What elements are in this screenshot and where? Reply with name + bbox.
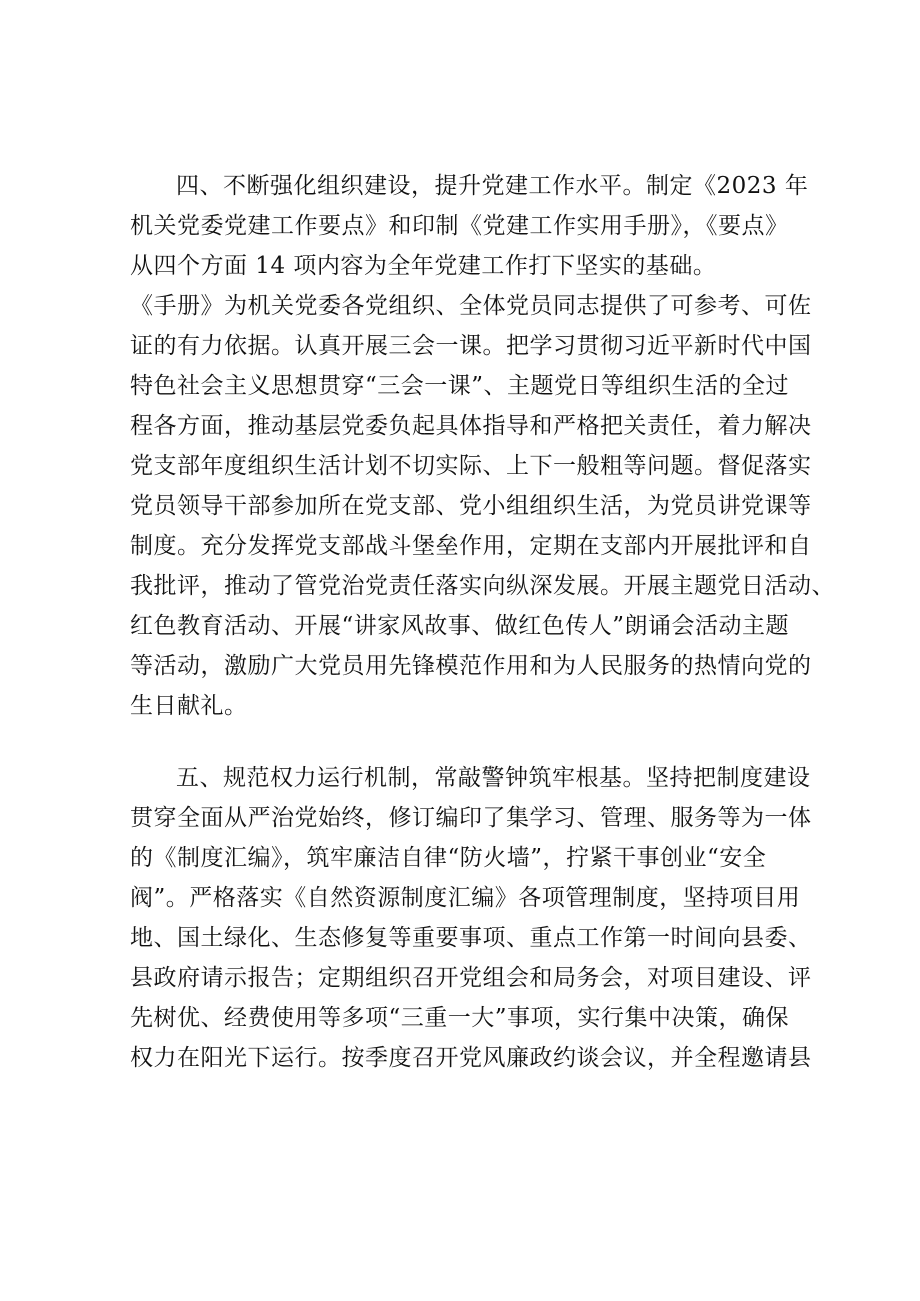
text-line: 的《制度汇编》，筑牢廉洁自律“防火墙”，拧紧干事创业“安全 [130,845,767,871]
text-line: 党支部年度组织生活计划不切实际、上下一般粗等问题。督促落实 [130,453,812,479]
paragraph-section-4 [130,166,835,726]
text-line: 党员领导干部参加所在党支部、党小组组织生活，为党员讲党课等 [130,493,812,519]
text-line: 贯穿全面从严治党始终，修订编印了集学习、管理、服务等为一体 [130,805,812,831]
text-line: 程各方面，推动基层党委负起具体指导和严格把关责任，着力解决 [130,413,812,439]
text-line: 阀”。严格落实《自然资源制度汇编》各项管理制度，坚持项目用 [130,885,801,911]
text-line: 《手册》为机关党委各党组织、全体党员同志提供了可参考、可佐 [130,293,812,319]
paragraph-section-5 [130,758,810,1078]
text-line: 生日献礼。 [130,693,248,719]
text-line: 地、国土绿化、生态修复等重要事项、重点工作第一时间向县委、 [130,925,812,951]
text-line: 特色社会主义思想贯穿“三会一课”、主题党日等组织生活的全过 [130,373,790,399]
text-line: 县政府请示报告；定期组织召开党组会和局务会，对项目建设、评 [130,965,812,991]
text-line: 等活动，激励广大党员用先锋模范作用和为人民服务的热情向党的 [130,653,812,679]
text-line: 从四个方面 14 项内容为全年党建工作打下坚实的基础。 [130,253,717,279]
text-line: 机关党委党建工作要点》和印制《党建工作实用手册》，《要点》 [130,213,789,239]
text-line: 四、不断强化组织建设，提升党建工作水平。制定《2023 年 [176,173,809,199]
text-line: 我批评，推动了管党治党责任落实向纵深发展。开展主题党日活动、 [130,573,835,599]
text-line: 权力在阳光下运行。按季度召开党风廉政约谈会议，并全程邀请县 [130,1045,812,1071]
text-line: 先树优、经费使用等多项“三重一大”事项，实行集中决策，确保 [130,1005,790,1031]
text-line: 五、规范权力运行机制，常敲警钟筑牢根基。坚持把制度建设 [176,765,811,791]
text-line: 证的有力依据。认真开展三会一课。把学习贯彻习近平新时代中国 [130,333,812,359]
text-line: 红色教育活动、开展“讲家风故事、做红色传人”朗诵会活动主题 [130,613,790,639]
text-line: 制度。充分发挥党支部战斗堡垒作用，定期在支部内开展批评和自 [130,533,812,559]
